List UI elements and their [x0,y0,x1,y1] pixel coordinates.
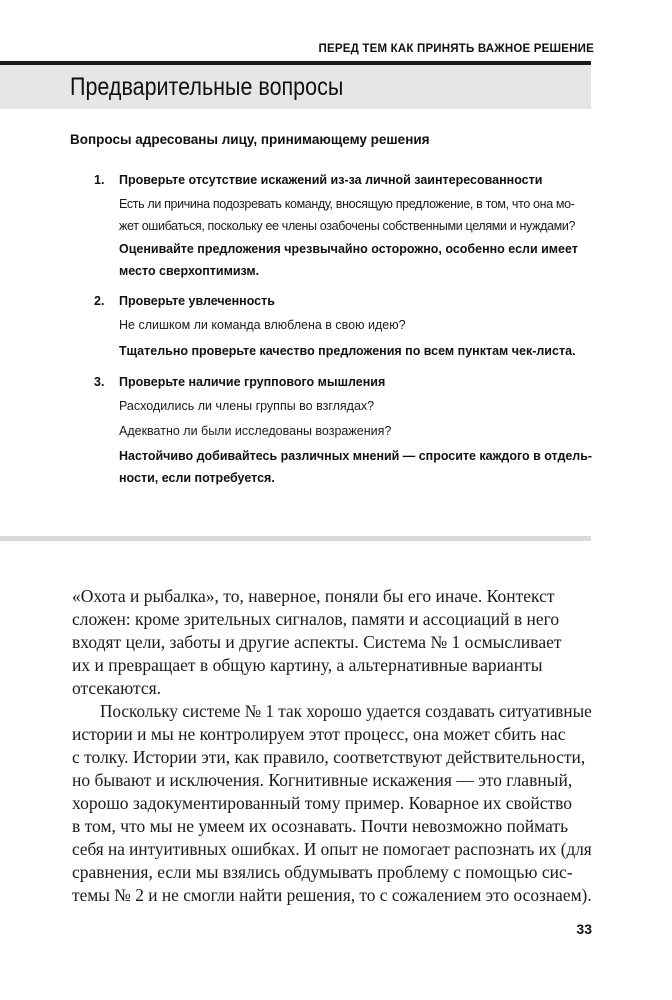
body-line: с толку. Истории эти, как правило, соответствуют действительности, [72,747,586,767]
item-question: Адекватно ли были исследованы возражения? [119,424,392,438]
section-divider [0,536,591,541]
item-heading: Проверьте отсутствие искажений из-за личной заинтересованности [119,173,543,187]
running-head: ПЕРЕД ТЕМ КАК ПРИНЯТЬ ВАЖНОЕ РЕШЕНИЕ [318,43,594,55]
body-line: отсекаются. [72,678,162,698]
item-advice: Тщательно проверьте качество предложения по всем пунктам чек-листа. [119,344,576,358]
body-line: их и превращает в общую картину, а альтернативные варианты [72,655,543,675]
body-line: себя на интуитивных ошибках. И опыт не помогает распознать их (для [72,839,592,859]
item-advice: место сверхоптимизм. [119,264,260,278]
body-line: «Охота и рыбалка», то, наверное, поняли бы его иначе. Контекст [72,586,555,606]
body-line: истории и мы не контролируем этот процесс, она может сбить нас [72,724,566,744]
item-heading: Проверьте увлеченность [119,294,275,308]
body-line: но бывают и исключения. Когнитивные искажения — это главный, [72,770,573,790]
item-number: 2. [94,294,105,308]
body-line: сравнения, если мы взялись обдумывать проблему с помощью сис- [72,862,573,882]
item-question: Есть ли причина подозревать команду, вносящую предложение, в том, что она мо- [119,197,575,211]
body-line: сложен: кроме зрительных сигналов, памяти и ассоциаций в него [72,609,560,629]
section-title-bar [0,61,591,109]
item-number: 3. [94,375,105,389]
item-advice: Настойчиво добивайтесь различных мнений — спросите каждого в отдель- [119,449,593,463]
page-number: 33 [576,921,592,937]
item-heading: Проверьте наличие группового мышления [119,375,386,389]
body-line: Поскольку системе № 1 так хорошо удается создавать ситуативные [100,701,592,721]
section-title: Предварительные вопросы [70,73,344,101]
body-line: входят цели, заботы и другие аспекты. Система № 1 осмысливает [72,632,562,652]
item-question: жет ошибаться, поскольку ее члены озабочены собственными целями и нуждами? [119,219,576,233]
item-question: Не слишком ли команда влюблена в свою идею? [119,318,406,332]
item-advice: Оценивайте предложения чрезвычайно осторожно, особенно если имеет [119,242,578,256]
item-advice: ности, если потребуется. [119,471,275,485]
item-number: 1. [94,173,105,187]
body-line: темы № 2 и не смогли найти решения, то с сожалением это осознаем). [72,885,592,905]
body-line: хорошо задокументированный тому пример. Коварное их свойство [72,793,573,813]
subtitle: Вопросы адресованы лицу, принимающему решения [70,132,430,147]
body-line: в том, что мы не умеем их осознавать. Почти невозможно поймать [72,816,569,836]
item-question: Расходились ли члены группы во взглядах? [119,399,375,413]
